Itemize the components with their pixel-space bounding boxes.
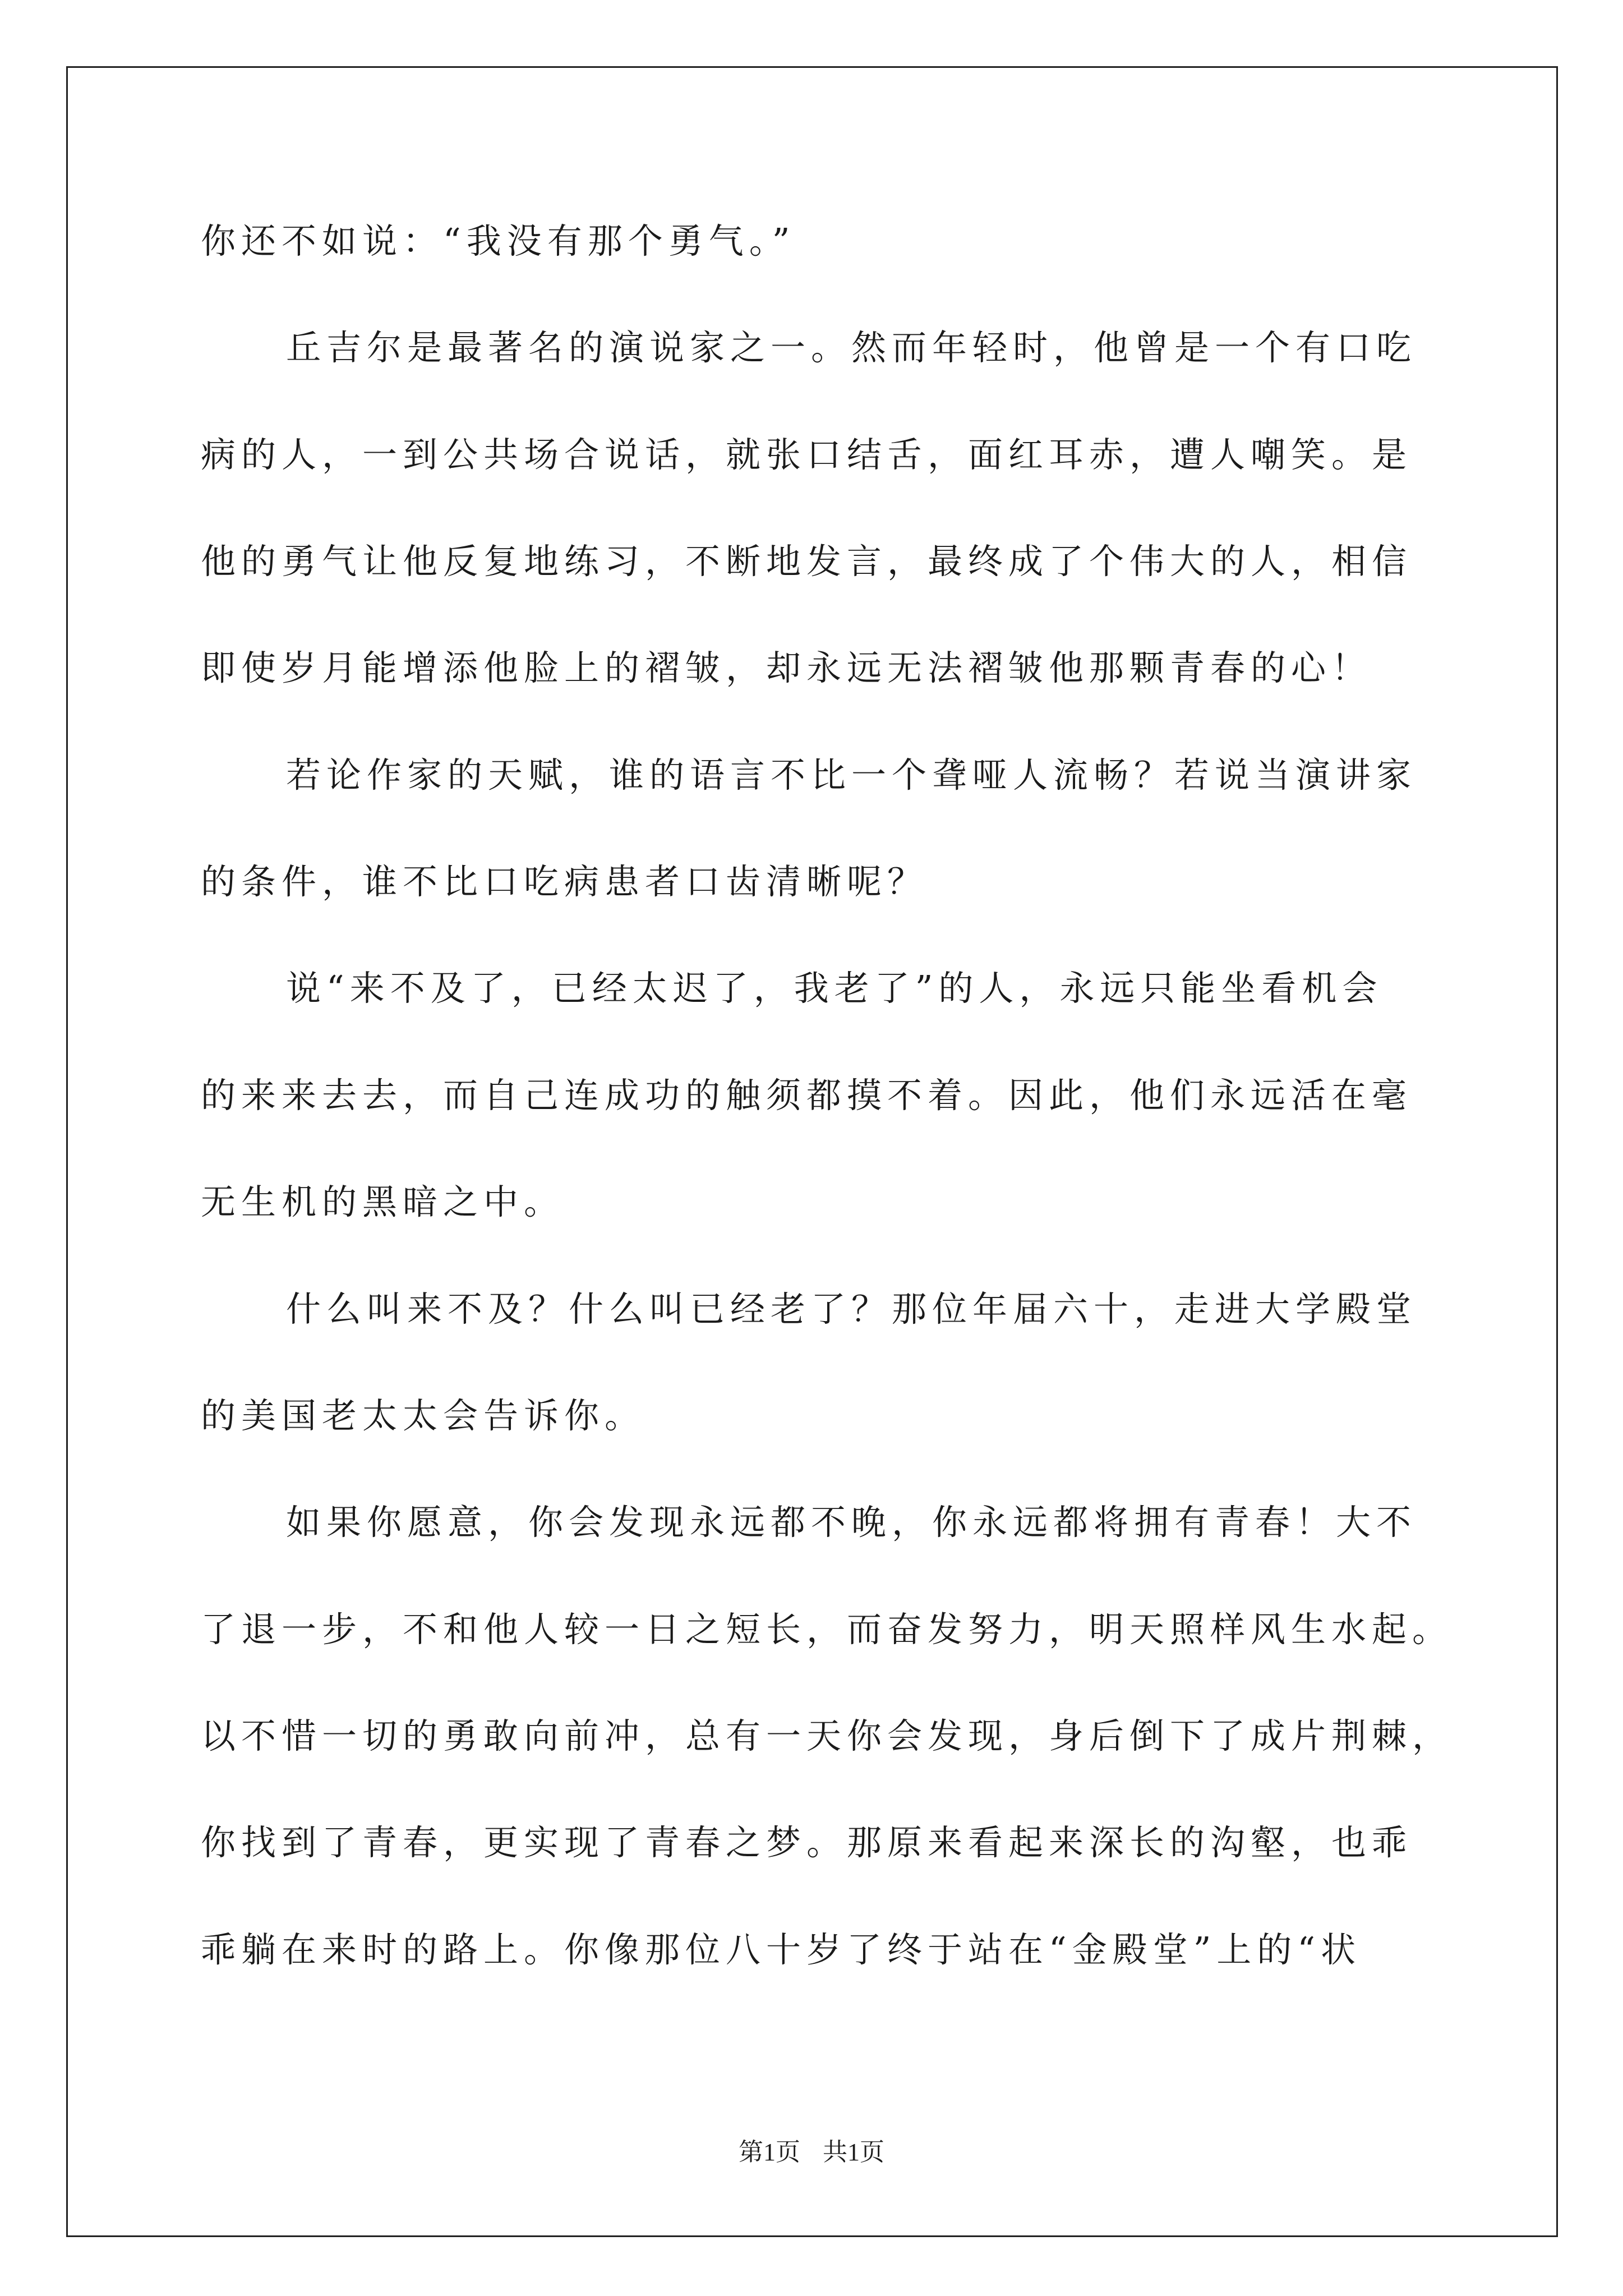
text-line: 你找到了青春，更实现了青春之梦。那原来看起来深长的沟壑，也乖 — [201, 1822, 1413, 1863]
text-line: 了退一步，不和他人较一日之短长，而奋发努力，明天照样风生水起。 — [201, 1609, 1453, 1650]
page-footer — [0, 2132, 1623, 2168]
text-line: 如果你愿意，你会发现永远都不晚，你永远都将拥有青春！大不 — [286, 1502, 1417, 1543]
text-line: 说“来不及了，已经太迟了，我老了”的人，永远只能坐看机会 — [286, 968, 1383, 1009]
text-line: 你还不如说：“我没有那个勇气。” — [201, 220, 796, 261]
text-line: 丘吉尔是最著名的演说家之一。然而年轻时，他曾是一个有口吃 — [286, 327, 1417, 368]
text-line: 什么叫来不及？什么叫已经老了？那位年届六十，走进大学殿堂 — [286, 1289, 1417, 1329]
text-line: 以不惜一切的勇敢向前冲，总有一天你会发现，身后倒下了成片荆棘， — [201, 1715, 1453, 1756]
text-line: 他的勇气让他反复地练习，不断地发言，最终成了个伟大的人，相信 — [201, 541, 1413, 582]
page-number: 第1页 — [739, 2138, 800, 2166]
page-border — [66, 66, 1558, 2237]
text-line: 病的人，一到公共场合说话，就张口结舌，面红耳赤，遭人嘲笑。是 — [201, 434, 1413, 475]
text-line: 的来来去去，而自己连成功的触须都摸不着。因此，他们永远活在毫 — [201, 1075, 1413, 1116]
text-line: 即使岁月能增添他脸上的褶皱，却永远无法褶皱他那颗青春的心！ — [201, 647, 1372, 688]
text-line: 的美国老太太会告诉你。 — [201, 1395, 645, 1436]
text-line: 乖躺在来时的路上。你像那位八十岁了终于站在“金殿堂”上的“状 — [201, 1929, 1362, 1970]
page-total: 共1页 — [823, 2138, 884, 2166]
text-line: 的条件，谁不比口吃病患者口齿清晰呢？ — [201, 861, 928, 902]
text-line: 无生机的黑暗之中。 — [201, 1181, 565, 1222]
text-line: 若论作家的天赋，谁的语言不比一个聋哑人流畅？若说当演讲家 — [286, 754, 1417, 795]
